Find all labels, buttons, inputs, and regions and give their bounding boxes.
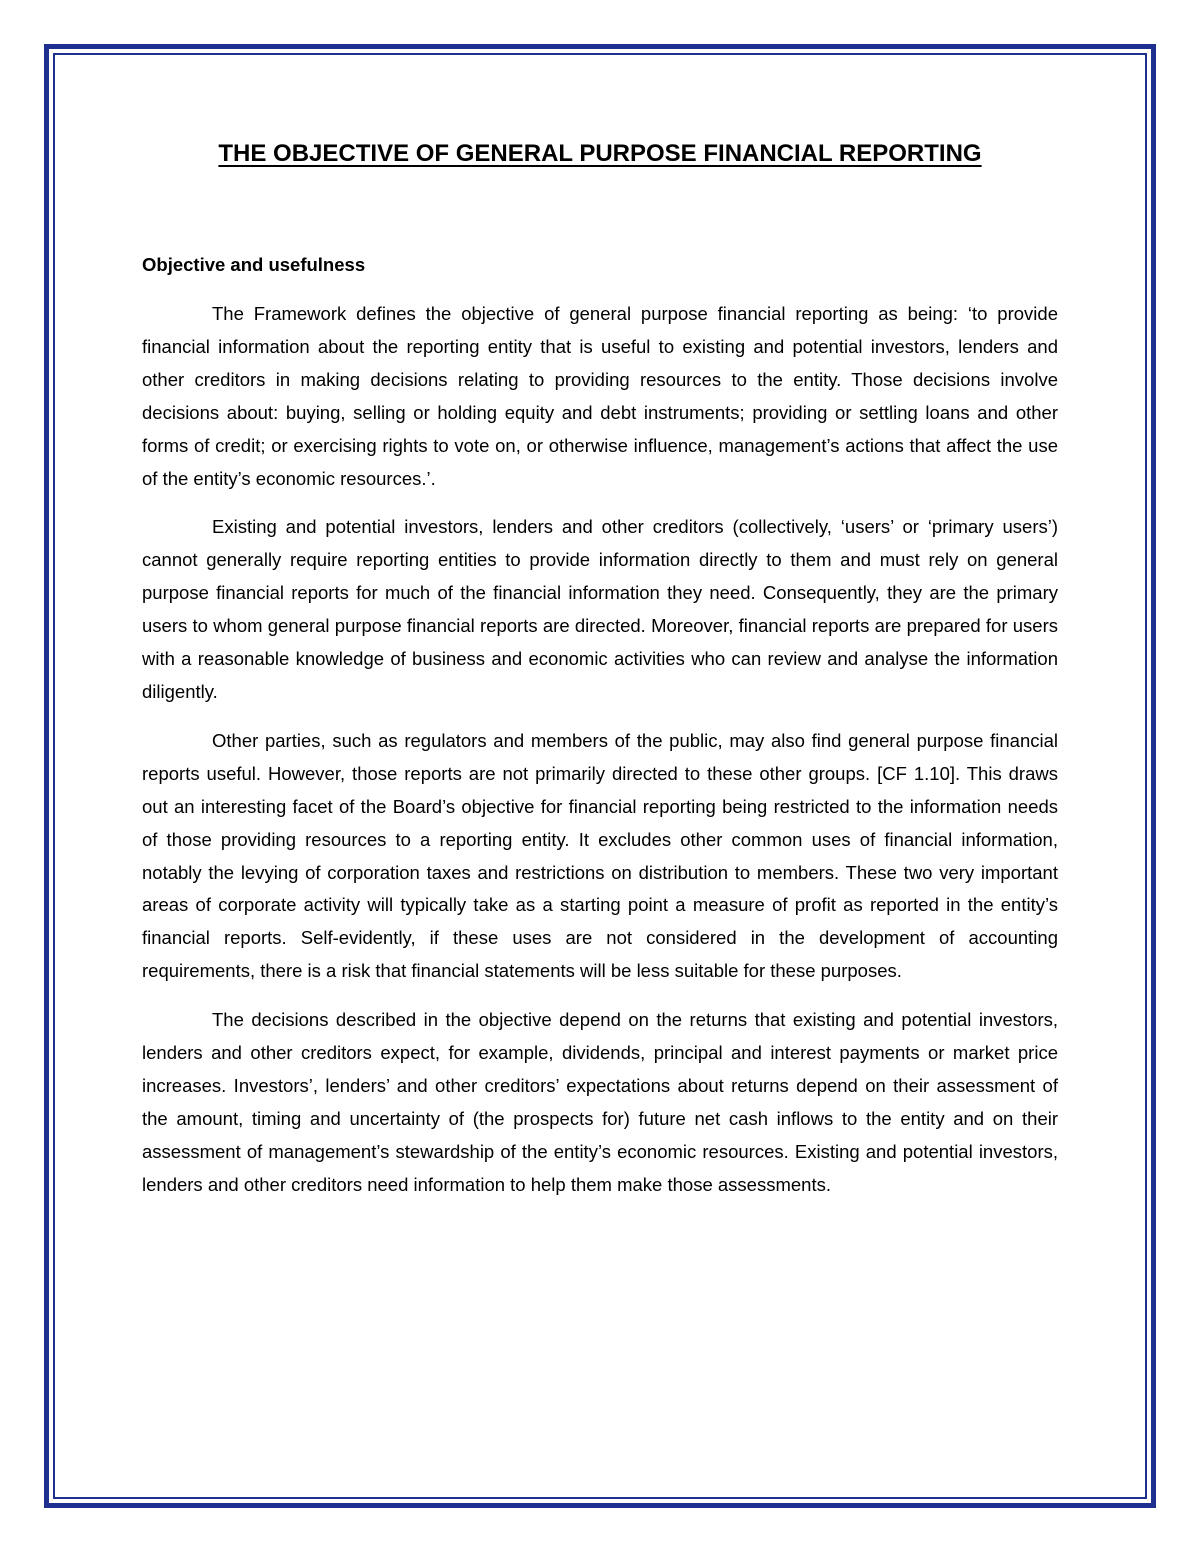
paragraph-4: The decisions described in the objective depend on the returns that existing and potential investors, lenders and other creditors expect, for example, dividends, principal and interest payments or market price increases. Investors’, lenders’ and other creditors’ expectations about returns depend on their assessment of the amount, timing and uncertainty of (the prospects for) future net cash inflows to the entity and on their assessment of management’s stewardship of the entity’s economic resources. Existing and potential investors, lenders and other creditors need information to help them make those assessments. xyxy=(142,1009,1058,1195)
document-title: THE OBJECTIVE OF GENERAL PURPOSE FINANCIAL REPORTING xyxy=(218,140,982,167)
paragraph-3: Other parties, such as regulators and members of the public, may also find general purpose financial reports useful. However, those reports are not primarily directed to these other groups. [CF 1.10]. This draws out an interesting facet of the Board’s objective for financial reporting being restricted to the information needs of those providing resources to a reporting entity. It excludes other common uses of financial information, notably the levying of corporation taxes and restrictions on distribution to members. These two very important areas of corporate activity will typically take as a starting point a measure of profit as reported in the entity’s financial reports. Self-evidently, if these uses are not considered in the development of accounting requirements, there is a risk that financial statements will be less suitable for these purposes. xyxy=(142,729,1058,982)
section-heading: Objective and usefulness xyxy=(142,254,366,275)
paragraph-2: Existing and potential investors, lenders and other creditors (collectively, ‘users’ or ‘primary users’) cannot generally require reporting entities to provide information directly to them and must rely on general purpose financial reports for much of the financial information they need. Consequently, they are the primary users to whom general purpose financial reports are directed. Moreover, financial reports are prepared for users with a reasonable knowledge of business and economic activities who can review and analyse the information diligently. xyxy=(142,516,1058,702)
document-body xyxy=(142,140,1058,1218)
paragraph-1: The Framework defines the objective of general purpose financial reporting as being: ‘to provide financial information about the reporting entity that is useful to existing and potential investors, lenders and other creditors in making decisions relating to providing resources to the entity. Those decisions involve decisions about: buying, selling or holding equity and debt instruments; providing or settling loans and other forms of credit; or exercising rights to vote on, or otherwise influence, management’s actions that affect the use of the entity’s economic resources.’. xyxy=(142,303,1058,489)
